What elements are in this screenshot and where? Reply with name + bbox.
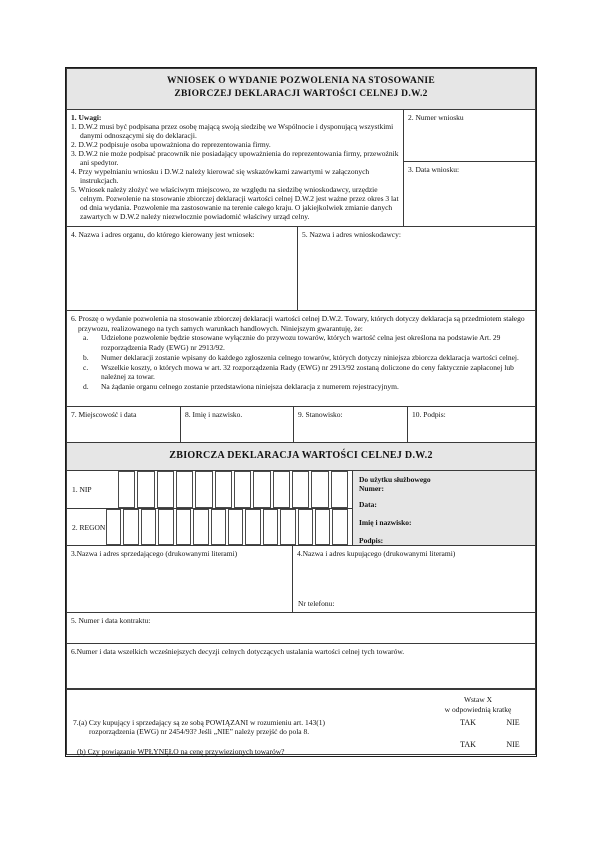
deklaracja-intro: 6. Proszę o wydanie pozwolenia na stosowanie zbiorczej deklaracji wartości celnej D.W.2. Towary, których dotyczy deklaracja są przedmiotem stałego przywozu, realizowanego na tych samych warunkach handlowych. Niniejszym gwarantuję, że: (71, 314, 525, 333)
form1-title-band (66, 68, 536, 110)
question-7a-line2: rozporządzenia (EWG) nr 2454/93? Jeśli „NIE” należy przejść do pola 8. (89, 727, 310, 736)
nip-digit-box[interactable] (195, 471, 212, 508)
field-stanowisko[interactable] (293, 406, 408, 443)
wstaw-x-line2: w odpowiednią kratkę (444, 705, 512, 714)
field-wczesniejsze-decyzje-label: 6.Numer i data wszelkich wcześniejszych decyzji celnych dotyczących ustalania wartości celnej tych towarów. (71, 647, 405, 656)
nip-digit-box[interactable] (234, 471, 251, 508)
nip-comb (118, 471, 348, 508)
regon-digit-box[interactable] (123, 509, 138, 545)
field-miejscowosc-data[interactable] (66, 406, 181, 443)
regon-digit-box[interactable] (158, 509, 173, 545)
field-miejscowosc-data-label: 7. Miejscowość i data (71, 410, 137, 419)
field-imie-nazwisko-label: 8. Imię i nazwisko. (185, 410, 243, 419)
regon-digit-box[interactable] (280, 509, 295, 545)
field-kontrakt-label: 5. Numer i data kontraktu: (71, 616, 151, 625)
uwagi-item: 1. D.W.2 musi być podpisana przez osobę mającą swoją siedzibę we Wspólnocie i dysponującą wszystkimi danymi odnoszącymi się do deklaracji. (71, 122, 394, 140)
regon-digit-box[interactable] (315, 509, 330, 545)
nip-digit-box[interactable] (118, 471, 135, 508)
regon-digit-box[interactable] (176, 509, 191, 545)
deklaracja-item-c (71, 363, 531, 382)
nip-digit-box[interactable] (157, 471, 174, 508)
question-7b: (b) Czy powiązanie WPŁYNĘŁO na cenę przywiezionych towarów? (77, 747, 285, 756)
form2-title: ZBIORCZA DEKLARACJA WARTOŚCI CELNEJ D.W.2 (169, 450, 433, 461)
field-uwagi (66, 109, 404, 227)
nip-digit-box[interactable] (137, 471, 154, 508)
regon-digit-box[interactable] (106, 509, 121, 545)
field-deklaracja-tresc (66, 310, 536, 407)
deklaracja-item-c-text: Wszelkie koszty, o których mowa w art. 32 rozporządzenia Rady (EWG) nr 2913/92 zostaną doliczone do ceny faktycznie zapłaconej lub należnej za towar. (101, 362, 514, 382)
wstaw-x-instruction (408, 695, 548, 715)
field-organ-adres[interactable] (66, 226, 298, 311)
uwagi-item: 5. Wniosek należy złożyć we właściwym miejscowo, ze względu na siedzibę wnioskodawcy, urzędzie celnym. Pozwolenie na stosowanie zbiorczej deklaracji wartości celnej D.W.2 jest ważne przez okres 3 lat od dnia wydania. Pozwolenie ma zastosowanie na terenie całego kraju. O jakiejkolwiek zmianie danych zawartych w D.W.2 należy niezwłocznie powiadomić właściwy urząd celny. (71, 185, 399, 221)
nip-digit-box[interactable] (253, 471, 270, 508)
field-imie-nazwisko[interactable] (180, 406, 294, 443)
deklaracja-item-b-letter: b. (83, 352, 89, 362)
field-nip-label: 1. NIP (72, 485, 92, 494)
answer-7a-nie[interactable]: NIE (506, 718, 520, 727)
field-wczesniejsze-decyzje[interactable] (66, 643, 536, 689)
field-data-wniosku[interactable] (403, 161, 536, 227)
deklaracja-item-d (71, 382, 531, 392)
regon-digit-box[interactable] (228, 509, 243, 545)
field-nip-row (66, 470, 353, 509)
regon-comb (106, 509, 348, 545)
answer-7b-tak[interactable]: TAK (460, 740, 476, 749)
nip-digit-box[interactable] (292, 471, 309, 508)
wstaw-x-line1: Wstaw X (463, 695, 493, 704)
nip-digit-box[interactable] (215, 471, 232, 508)
official-use-numer-label: Numer: (359, 484, 384, 493)
answer-7a-tak[interactable]: TAK (460, 718, 476, 727)
field-organ-adres-label: 4. Nazwa i adres organu, do którego kierowany jest wniosek: (71, 230, 255, 239)
official-use-imie-label: Imię i nazwisko: (359, 518, 412, 527)
official-use-header: Do użytku służbowego (359, 475, 431, 484)
field-sprzedajacy[interactable] (66, 545, 293, 613)
question-7a (73, 718, 403, 736)
uwagi-item: 4. Przy wypełnianiu wniosku i D.W.2 należy kierować się wskazówkami zawartymi w załączonych instrukcjach. (71, 167, 370, 185)
uwagi-item: 3. D.W.2 nie może podpisać pracownik nie posiadający upoważnienia do reprezentowania firmy, przewoźnik ani spedytor. (71, 149, 399, 167)
deklaracja-item-b (71, 353, 531, 363)
field-regon-label: 2. REGON (72, 523, 106, 532)
nip-digit-box[interactable] (331, 471, 348, 508)
form2-title-band (66, 442, 536, 471)
field-kontrakt[interactable] (66, 612, 536, 644)
official-use-data-label: Data: (359, 500, 377, 509)
deklaracja-item-a (71, 333, 531, 352)
answer-7b-nie[interactable]: NIE (506, 740, 520, 749)
deklaracja-item-a-letter: a. (83, 333, 89, 343)
field-stanowisko-label: 9. Stanowisko: (298, 410, 343, 419)
regon-digit-box[interactable] (298, 509, 313, 545)
nip-digit-box[interactable] (176, 471, 193, 508)
uwagi-label: 1. Uwagi: (71, 113, 102, 122)
uwagi-item: 2. D.W.2 podpisuje osoba upoważniona do reprezentowania firmy. (71, 140, 271, 149)
regon-digit-box[interactable] (245, 509, 260, 545)
deklaracja-item-b-text: Numer deklaracji zostanie wpisany do każdego zgłoszenia celnego towarów, których dotyczy niniejsza zbiorcza deklaracja wartości celnej. (101, 352, 519, 362)
field-kupujacy-label: 4.Nazwa i adres kupującego (drukowanymi literami) (297, 549, 456, 558)
deklaracja-item-c-letter: c. (83, 362, 89, 372)
field-sprzedajacy-label: 3.Nazwa i adres sprzedającego (drukowanymi literami) (71, 549, 238, 558)
field-official-use[interactable] (352, 470, 536, 546)
official-use-podpis-label: Podpis: (359, 536, 384, 545)
field-podpis[interactable] (407, 406, 536, 443)
field-wnioskodawca-adres[interactable] (297, 226, 536, 311)
field-regon-row (66, 508, 353, 546)
field-podpis-label: 10. Podpis: (412, 410, 446, 419)
deklaracja-item-a-text: Udzielone pozwolenie będzie stosowane wyłącznie do przywozu towarów, których wartość celna jest określona na podstawie Art. 29 rozporządzenia Rady (EWG) nr 2913/92. (101, 333, 501, 353)
form1-title-line2: ZBIORCZEJ DEKLARACJI WARTOŚCI CELNEJ D.W.2 (174, 89, 428, 99)
field-numer-wniosku-label: 2. Numer wniosku (408, 113, 464, 122)
regon-digit-box[interactable] (141, 509, 156, 545)
field-numer-wniosku[interactable] (403, 109, 536, 162)
deklaracja-item-d-letter: d. (83, 381, 89, 391)
regon-digit-box[interactable] (332, 509, 347, 545)
field-data-wniosku-label: 3. Data wniosku: (408, 165, 460, 174)
nip-digit-box[interactable] (311, 471, 328, 508)
regon-digit-box[interactable] (193, 509, 208, 545)
section-powiazania (66, 688, 536, 755)
field-telefon-label: Nr telefonu: (298, 599, 335, 608)
regon-digit-box[interactable] (211, 509, 226, 545)
field-wnioskodawca-adres-label: 5. Nazwa i adres wnioskodawcy: (302, 230, 401, 239)
regon-digit-box[interactable] (263, 509, 278, 545)
deklaracja-item-d-text: Na żądanie organu celnego zostanie przedstawiona niniejsza deklaracja z numerem rejestracyjnym. (101, 381, 399, 391)
form1-title-line1: WNIOSEK O WYDANIE POZWOLENIA NA STOSOWANIE (166, 76, 436, 86)
nip-digit-box[interactable] (273, 471, 290, 508)
question-7a-line1: 7.(a) Czy kupujący i sprzedający są ze sobą POWIĄZANI w rozumieniu art. 143(1) (73, 718, 325, 727)
field-kupujacy[interactable] (292, 545, 536, 613)
